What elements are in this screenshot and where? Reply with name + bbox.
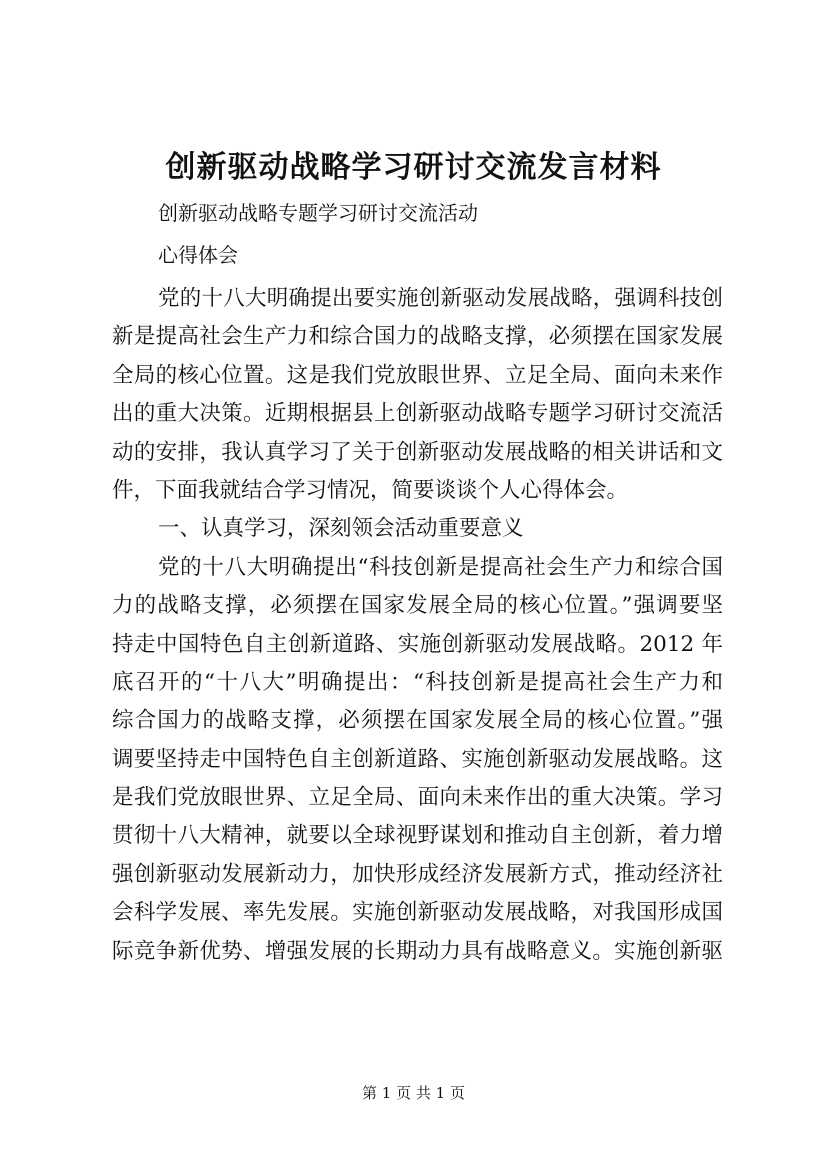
paragraph-line: 底召开的“十八大”明确提出：“科技创新是提高社会生产力和: [112, 669, 723, 695]
paragraph-line: 党的十八大明确提出要实施创新驱动发展战略，强调科技创: [158, 286, 723, 311]
paragraph-line: 件，下面我就结合学习情况，简要谈谈个人心得体会。: [112, 477, 629, 503]
paragraph-line: 出的重大决策。近期根据县上创新驱动战略专题学习研讨交流活: [112, 401, 723, 427]
paragraph-line: 综合国力的战略支撑，必须摆在国家发展全局的核心位置。”强: [112, 708, 723, 734]
paragraph-line: 持走中国特色自主创新道路、实施创新驱动发展战略。2012 年: [112, 631, 723, 657]
paragraph-line: 是我们党放眼世界、立足全局、面向未来作出的重大决策。学习: [112, 785, 723, 811]
paragraph-line: 党的十八大明确提出“科技创新是提高社会生产力和综合国: [158, 554, 723, 580]
paragraph-line: 调要坚持走中国特色自主创新道路、实施创新驱动发展战略。这: [112, 746, 723, 772]
paragraph-line: 际竞争新优势、增强发展的长期动力具有战略意义。实施创新驱: [112, 938, 723, 964]
paragraph-line: 强创新驱动发展新动力，加快形成经济发展新方式，推动经济社: [112, 861, 723, 887]
paragraph-line: 贯彻十八大精神，就要以全球视野谋划和推动自主创新，着力增: [112, 823, 723, 849]
paragraph-line: 新是提高社会生产力和综合国力的战略支撑，必须摆在国家发展: [112, 324, 723, 350]
section-heading: 一、认真学习，深刻领会活动重要意义: [158, 516, 524, 542]
paragraph-line: 动的安排，我认真学习了关于创新驱动发展战略的相关讲话和文: [112, 439, 723, 465]
paragraph-line: 会科学发展、率先发展。实施创新驱动发展战略，对我国形成国: [112, 900, 723, 926]
page-footer: 第 1 页 共 1 页: [362, 1084, 465, 1102]
document-subtitle-2: 心得体会: [158, 243, 238, 267]
paragraph-line: 力的战略支撑，必须摆在国家发展全局的核心位置。”强调要坚: [112, 593, 723, 619]
paragraph-line: 全局的核心位置。这是我们党放眼世界、立足全局、面向未来作: [112, 362, 723, 388]
document-title: 创新驱动战略学习研讨交流发言材料: [165, 150, 662, 185]
document-body: [112, 280, 723, 971]
document-subtitle: 创新驱动战略专题学习研讨交流活动: [158, 201, 478, 225]
